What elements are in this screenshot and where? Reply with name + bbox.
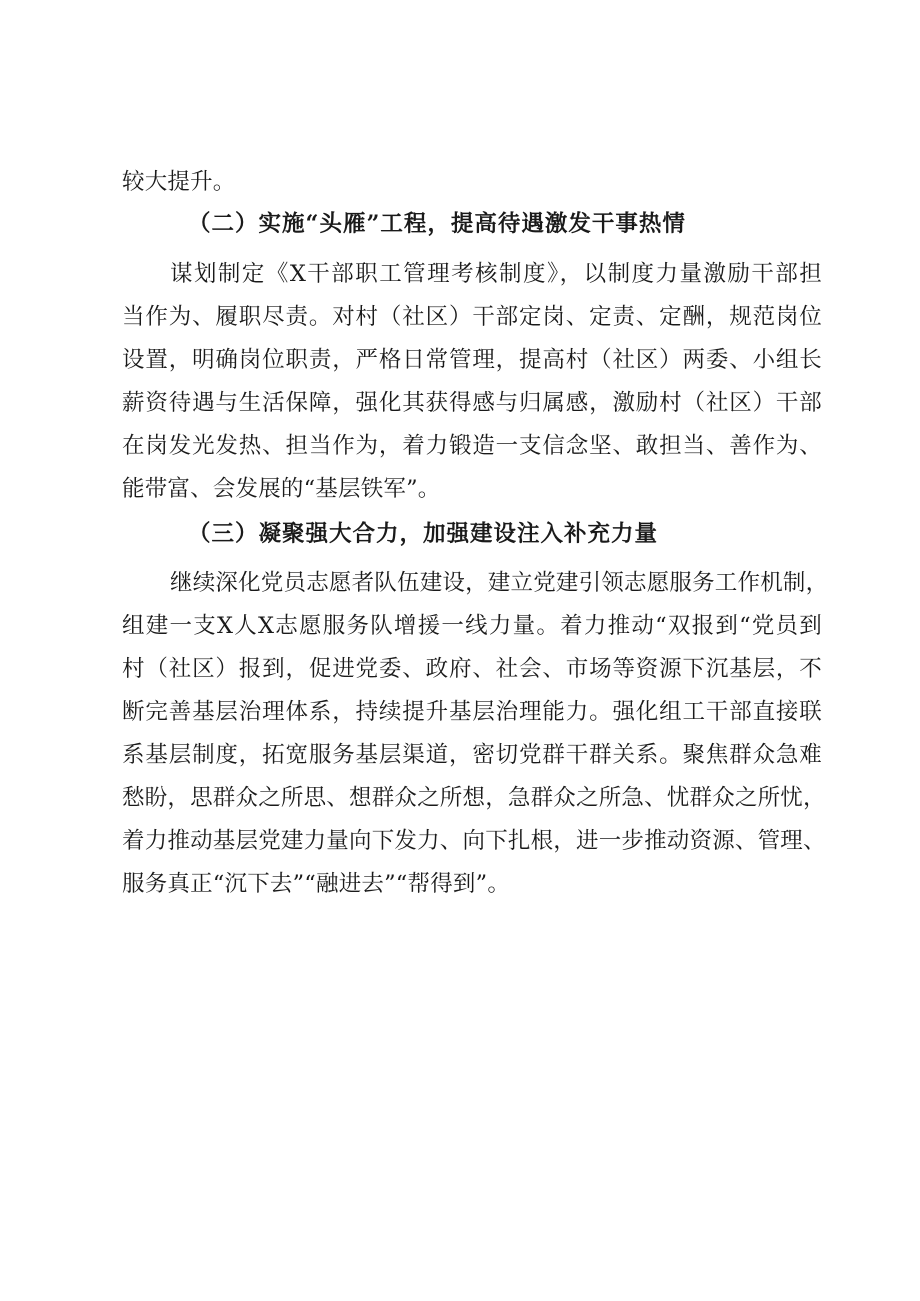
section-2-line-5: 在岗发光发热、担当作为，着力锻造一支信念坚、敢担当、善作为、 [122, 433, 822, 459]
section-2-line-2: 当作为、履职尽责。对村（社区）干部定岗、定责、定酬，规范岗位 [122, 304, 822, 330]
section-2-line-1: 谋划制定《X干部职工管理考核制度》，以制度力量激励干部担 [170, 261, 822, 287]
section-heading-2: （二）实施“头雁”工程，提高待遇激发干事热情 [188, 211, 686, 237]
section-2-line-6: 能带富、会发展的“基层铁军”。 [122, 476, 441, 502]
section-heading-3: （三）凝聚强大合力，加强建设注入补充力量 [188, 521, 659, 547]
section-2-line-4: 薪资待遇与生活保障，强化其获得感与归属感，激励村（社区）干部 [122, 390, 822, 416]
section-3-line-5: 系基层制度，拓宽服务基层渠道，密切党群干群关系。聚焦群众急难 [122, 742, 822, 768]
section-3-line-7: 着力推动基层党建力量向下发力、向下扎根，进一步推动资源、管理、 [122, 828, 826, 854]
section-2-line-3: 设置，明确岗位职责，严格日常管理，提高村（社区）两委、小组长 [122, 347, 822, 373]
paragraph-continuation: 较大提升。 [122, 169, 236, 195]
section-3-line-4: 断完善基层治理体系，持续提升基层治理能力。强化组工干部直接联 [122, 699, 822, 725]
section-3-line-3: 村（社区）报到，促进党委、政府、社会、市场等资源下沉基层，不 [122, 656, 822, 682]
section-3-line-6: 愁盼，思群众之所思、想群众之所想，急群众之所急、忧群众之所忧， [122, 785, 826, 811]
section-3-line-1: 继续深化党员志愿者队伍建设，建立党建引领志愿服务工作机制， [170, 570, 829, 596]
section-3-line-8: 服务真正“沉下去”“融进去”“帮得到”。 [122, 871, 511, 897]
section-3-line-2: 组建一支X人X志愿服务队增援一线力量。着力推动“双报到“党员到 [122, 613, 822, 639]
